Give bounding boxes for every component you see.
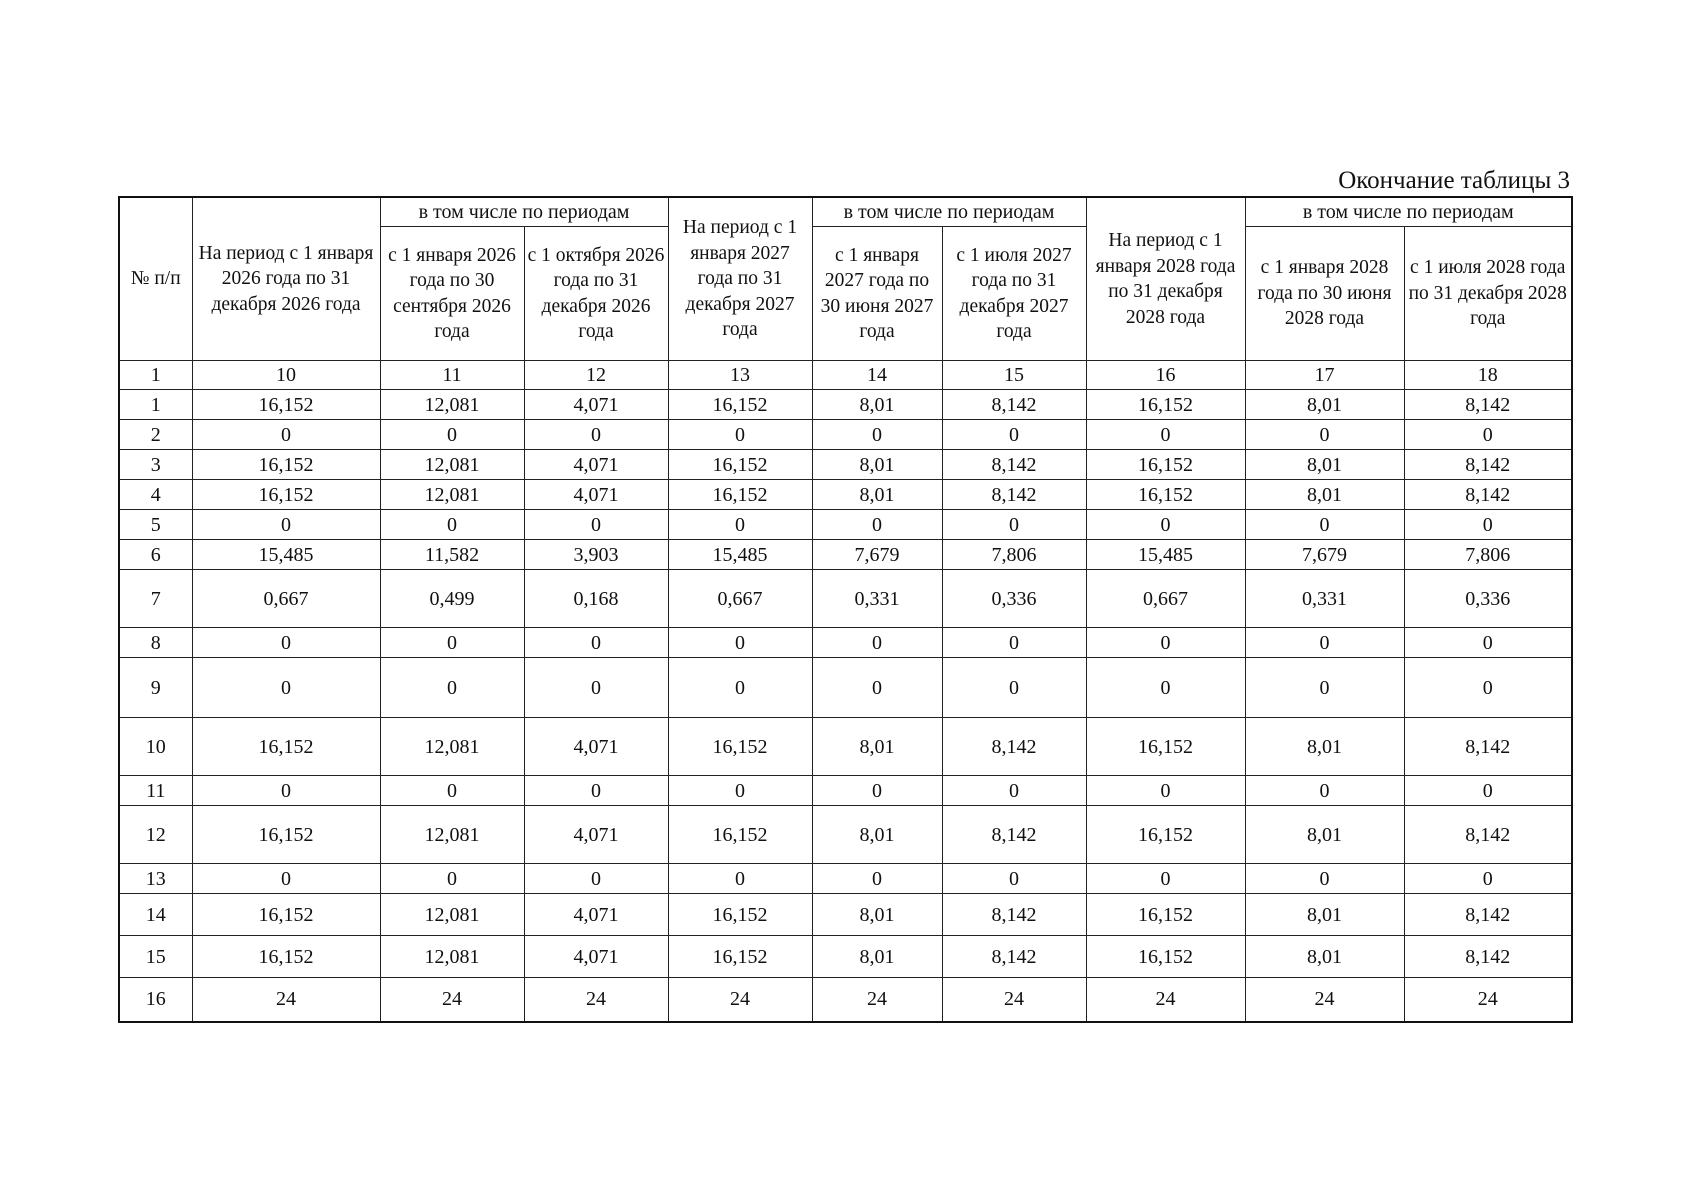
value-cell: 0 bbox=[668, 510, 812, 540]
value-cell: 8,142 bbox=[942, 718, 1086, 776]
value-cell: 8,01 bbox=[1245, 718, 1404, 776]
header-period-2028: На период с 1 января 2028 года по 31 декабря 2028 года bbox=[1086, 197, 1245, 361]
value-cell: 0 bbox=[1086, 628, 1245, 658]
value-cell: 12,081 bbox=[380, 806, 524, 864]
value-cell: 0 bbox=[1404, 420, 1572, 450]
data-table bbox=[118, 196, 1573, 1023]
value-cell: 8,01 bbox=[1245, 894, 1404, 936]
row-number-cell: 3 bbox=[119, 450, 192, 480]
table-row bbox=[119, 894, 1572, 936]
row-number-cell: 8 bbox=[119, 628, 192, 658]
value-cell: 16,152 bbox=[1086, 806, 1245, 864]
value-cell: 8,01 bbox=[1245, 450, 1404, 480]
table-row bbox=[119, 718, 1572, 776]
value-cell: 0,667 bbox=[1086, 570, 1245, 628]
value-cell: 0 bbox=[1086, 776, 1245, 806]
value-cell: 16,152 bbox=[668, 894, 812, 936]
column-number-cell: 11 bbox=[380, 361, 524, 390]
value-cell: 0,336 bbox=[1404, 570, 1572, 628]
value-cell: 8,142 bbox=[1404, 450, 1572, 480]
table-row bbox=[119, 540, 1572, 570]
column-number-cell: 10 bbox=[192, 361, 380, 390]
value-cell: 12,081 bbox=[380, 480, 524, 510]
value-cell: 0 bbox=[942, 776, 1086, 806]
value-cell: 4,071 bbox=[524, 894, 668, 936]
column-number-cell: 1 bbox=[119, 361, 192, 390]
row-number-cell: 12 bbox=[119, 806, 192, 864]
column-number-cell: 16 bbox=[1086, 361, 1245, 390]
value-cell: 0 bbox=[942, 510, 1086, 540]
value-cell: 8,142 bbox=[942, 936, 1086, 978]
value-cell: 8,142 bbox=[1404, 718, 1572, 776]
column-number-cell: 14 bbox=[812, 361, 942, 390]
value-cell: 8,142 bbox=[1404, 936, 1572, 978]
value-cell: 7,679 bbox=[812, 540, 942, 570]
value-cell: 24 bbox=[1404, 978, 1572, 1022]
value-cell: 15,485 bbox=[192, 540, 380, 570]
value-cell: 8,01 bbox=[812, 450, 942, 480]
value-cell: 8,01 bbox=[1245, 480, 1404, 510]
value-cell: 16,152 bbox=[192, 806, 380, 864]
value-cell: 0 bbox=[1086, 658, 1245, 718]
column-number-cell: 18 bbox=[1404, 361, 1572, 390]
value-cell: 0 bbox=[1404, 864, 1572, 894]
value-cell: 0,499 bbox=[380, 570, 524, 628]
value-cell: 7,806 bbox=[1404, 540, 1572, 570]
value-cell: 8,142 bbox=[942, 894, 1086, 936]
column-number-cell: 17 bbox=[1245, 361, 1404, 390]
value-cell: 16,152 bbox=[192, 718, 380, 776]
value-cell: 0 bbox=[1245, 776, 1404, 806]
header-2027-jul-dec: с 1 июля 2027 года по 31 декабря 2027 года bbox=[942, 227, 1086, 361]
value-cell: 24 bbox=[942, 978, 1086, 1022]
value-cell: 0 bbox=[1245, 510, 1404, 540]
value-cell: 8,01 bbox=[812, 480, 942, 510]
value-cell: 16,152 bbox=[1086, 390, 1245, 420]
value-cell: 15,485 bbox=[1086, 540, 1245, 570]
header-period-2026: На период с 1 января 2026 года по 31 декабря 2026 года bbox=[192, 197, 380, 361]
value-cell: 0,331 bbox=[1245, 570, 1404, 628]
value-cell: 7,806 bbox=[942, 540, 1086, 570]
table-row bbox=[119, 480, 1572, 510]
value-cell: 8,142 bbox=[1404, 480, 1572, 510]
value-cell: 0 bbox=[942, 628, 1086, 658]
value-cell: 15,485 bbox=[668, 540, 812, 570]
value-cell: 16,152 bbox=[192, 390, 380, 420]
column-number-cell: 15 bbox=[942, 361, 1086, 390]
value-cell: 0 bbox=[942, 658, 1086, 718]
value-cell: 16,152 bbox=[1086, 450, 1245, 480]
header-row-top bbox=[119, 197, 1572, 227]
value-cell: 16,152 bbox=[192, 894, 380, 936]
value-cell: 0 bbox=[812, 510, 942, 540]
value-cell: 0 bbox=[524, 658, 668, 718]
value-cell: 8,142 bbox=[1404, 390, 1572, 420]
value-cell: 8,01 bbox=[812, 390, 942, 420]
value-cell: 16,152 bbox=[668, 480, 812, 510]
value-cell: 24 bbox=[524, 978, 668, 1022]
value-cell: 0 bbox=[192, 510, 380, 540]
row-number-cell: 14 bbox=[119, 894, 192, 936]
row-number-cell: 1 bbox=[119, 390, 192, 420]
row-number-cell: 15 bbox=[119, 936, 192, 978]
header-group-2027: в том числе по периодам bbox=[812, 197, 1086, 227]
value-cell: 0 bbox=[1086, 420, 1245, 450]
value-cell: 0,667 bbox=[192, 570, 380, 628]
value-cell: 0 bbox=[524, 510, 668, 540]
value-cell: 0,331 bbox=[812, 570, 942, 628]
row-number-cell: 13 bbox=[119, 864, 192, 894]
value-cell: 8,142 bbox=[942, 806, 1086, 864]
value-cell: 16,152 bbox=[668, 806, 812, 864]
value-cell: 0 bbox=[812, 420, 942, 450]
row-number-cell: 10 bbox=[119, 718, 192, 776]
column-number-cell: 12 bbox=[524, 361, 668, 390]
header-row-number: № п/п bbox=[119, 197, 192, 361]
header-group-2026: в том числе по периодам bbox=[380, 197, 668, 227]
table-row bbox=[119, 390, 1572, 420]
value-cell: 16,152 bbox=[192, 450, 380, 480]
value-cell: 0 bbox=[812, 776, 942, 806]
table-row bbox=[119, 776, 1572, 806]
value-cell: 8,01 bbox=[812, 936, 942, 978]
value-cell: 0 bbox=[1404, 510, 1572, 540]
value-cell: 0 bbox=[668, 658, 812, 718]
value-cell: 0 bbox=[1245, 420, 1404, 450]
value-cell: 0 bbox=[380, 864, 524, 894]
value-cell: 0 bbox=[380, 420, 524, 450]
value-cell: 0 bbox=[668, 776, 812, 806]
value-cell: 24 bbox=[668, 978, 812, 1022]
table-row bbox=[119, 628, 1572, 658]
value-cell: 0 bbox=[942, 864, 1086, 894]
value-cell: 16,152 bbox=[1086, 718, 1245, 776]
value-cell: 0,168 bbox=[524, 570, 668, 628]
value-cell: 8,01 bbox=[1245, 390, 1404, 420]
header-period-2027: На период с 1 января 2027 года по 31 декабря 2027 года bbox=[668, 197, 812, 361]
value-cell: 0,336 bbox=[942, 570, 1086, 628]
value-cell: 16,152 bbox=[192, 480, 380, 510]
value-cell: 24 bbox=[1086, 978, 1245, 1022]
header-2028-jan-jun: с 1 января 2028 года по 30 июня 2028 года bbox=[1245, 227, 1404, 361]
value-cell: 16,152 bbox=[668, 718, 812, 776]
value-cell: 0 bbox=[524, 628, 668, 658]
value-cell: 0 bbox=[668, 628, 812, 658]
table-row bbox=[119, 864, 1572, 894]
value-cell: 0 bbox=[668, 420, 812, 450]
value-cell: 8,142 bbox=[1404, 894, 1572, 936]
table-row bbox=[119, 570, 1572, 628]
value-cell: 0 bbox=[192, 864, 380, 894]
table-row bbox=[119, 936, 1572, 978]
value-cell: 16,152 bbox=[192, 936, 380, 978]
value-cell: 16,152 bbox=[668, 450, 812, 480]
value-cell: 0 bbox=[1245, 864, 1404, 894]
row-number-cell: 9 bbox=[119, 658, 192, 718]
value-cell: 4,071 bbox=[524, 806, 668, 864]
header-group-2028: в том числе по периодам bbox=[1245, 197, 1572, 227]
value-cell: 8,01 bbox=[812, 806, 942, 864]
value-cell: 0 bbox=[1086, 510, 1245, 540]
row-number-cell: 16 bbox=[119, 978, 192, 1022]
value-cell: 8,142 bbox=[942, 390, 1086, 420]
value-cell: 24 bbox=[1245, 978, 1404, 1022]
value-cell: 24 bbox=[380, 978, 524, 1022]
value-cell: 11,582 bbox=[380, 540, 524, 570]
value-cell: 0 bbox=[192, 628, 380, 658]
value-cell: 16,152 bbox=[668, 390, 812, 420]
value-cell: 0 bbox=[192, 420, 380, 450]
value-cell: 0 bbox=[524, 420, 668, 450]
value-cell: 4,071 bbox=[524, 480, 668, 510]
row-number-cell: 4 bbox=[119, 480, 192, 510]
value-cell: 4,071 bbox=[524, 450, 668, 480]
value-cell: 0 bbox=[812, 628, 942, 658]
value-cell: 0 bbox=[812, 658, 942, 718]
value-cell: 0 bbox=[1245, 628, 1404, 658]
value-cell: 8,01 bbox=[812, 718, 942, 776]
header-2026-jan-sep: с 1 января 2026 года по 30 сентября 2026 года bbox=[380, 227, 524, 361]
row-number-cell: 6 bbox=[119, 540, 192, 570]
table-row bbox=[119, 806, 1572, 864]
value-cell: 0,667 bbox=[668, 570, 812, 628]
value-cell: 8,01 bbox=[1245, 936, 1404, 978]
column-number-cell: 13 bbox=[668, 361, 812, 390]
value-cell: 12,081 bbox=[380, 936, 524, 978]
value-cell: 0 bbox=[1404, 776, 1572, 806]
value-cell: 7,679 bbox=[1245, 540, 1404, 570]
value-cell: 12,081 bbox=[380, 450, 524, 480]
value-cell: 24 bbox=[192, 978, 380, 1022]
value-cell: 24 bbox=[812, 978, 942, 1022]
value-cell: 0 bbox=[380, 658, 524, 718]
value-cell: 4,071 bbox=[524, 936, 668, 978]
value-cell: 0 bbox=[942, 420, 1086, 450]
value-cell: 0 bbox=[524, 776, 668, 806]
value-cell: 8,01 bbox=[812, 894, 942, 936]
table-row bbox=[119, 450, 1572, 480]
column-number-row bbox=[119, 361, 1572, 390]
value-cell: 0 bbox=[524, 864, 668, 894]
value-cell: 0 bbox=[1245, 658, 1404, 718]
table-row bbox=[119, 978, 1572, 1022]
value-cell: 12,081 bbox=[380, 718, 524, 776]
header-2027-jan-jun: с 1 января 2027 года по 30 июня 2027 года bbox=[812, 227, 942, 361]
value-cell: 8,142 bbox=[1404, 806, 1572, 864]
value-cell: 0 bbox=[192, 776, 380, 806]
value-cell: 0 bbox=[380, 510, 524, 540]
table-row bbox=[119, 658, 1572, 718]
value-cell: 8,142 bbox=[942, 480, 1086, 510]
value-cell: 4,071 bbox=[524, 390, 668, 420]
value-cell: 8,01 bbox=[1245, 806, 1404, 864]
value-cell: 8,142 bbox=[942, 450, 1086, 480]
table-row bbox=[119, 420, 1572, 450]
value-cell: 0 bbox=[1404, 658, 1572, 718]
value-cell: 16,152 bbox=[1086, 480, 1245, 510]
header-2028-jul-dec: с 1 июля 2028 года по 31 декабря 2028 года bbox=[1404, 227, 1572, 361]
table-caption: Окончание таблицы 3 bbox=[1338, 167, 1570, 194]
value-cell: 0 bbox=[192, 658, 380, 718]
value-cell: 0 bbox=[812, 864, 942, 894]
value-cell: 0 bbox=[380, 628, 524, 658]
value-cell: 4,071 bbox=[524, 718, 668, 776]
value-cell: 12,081 bbox=[380, 894, 524, 936]
value-cell: 16,152 bbox=[668, 936, 812, 978]
value-cell: 0 bbox=[1404, 628, 1572, 658]
header-2026-oct-dec: с 1 октября 2026 года по 31 декабря 2026 года bbox=[524, 227, 668, 361]
row-number-cell: 2 bbox=[119, 420, 192, 450]
value-cell: 0 bbox=[668, 864, 812, 894]
value-cell: 16,152 bbox=[1086, 894, 1245, 936]
value-cell: 16,152 bbox=[1086, 936, 1245, 978]
value-cell: 0 bbox=[1086, 864, 1245, 894]
row-number-cell: 7 bbox=[119, 570, 192, 628]
table-row bbox=[119, 510, 1572, 540]
value-cell: 0 bbox=[380, 776, 524, 806]
value-cell: 12,081 bbox=[380, 390, 524, 420]
row-number-cell: 11 bbox=[119, 776, 192, 806]
row-number-cell: 5 bbox=[119, 510, 192, 540]
value-cell: 3,903 bbox=[524, 540, 668, 570]
